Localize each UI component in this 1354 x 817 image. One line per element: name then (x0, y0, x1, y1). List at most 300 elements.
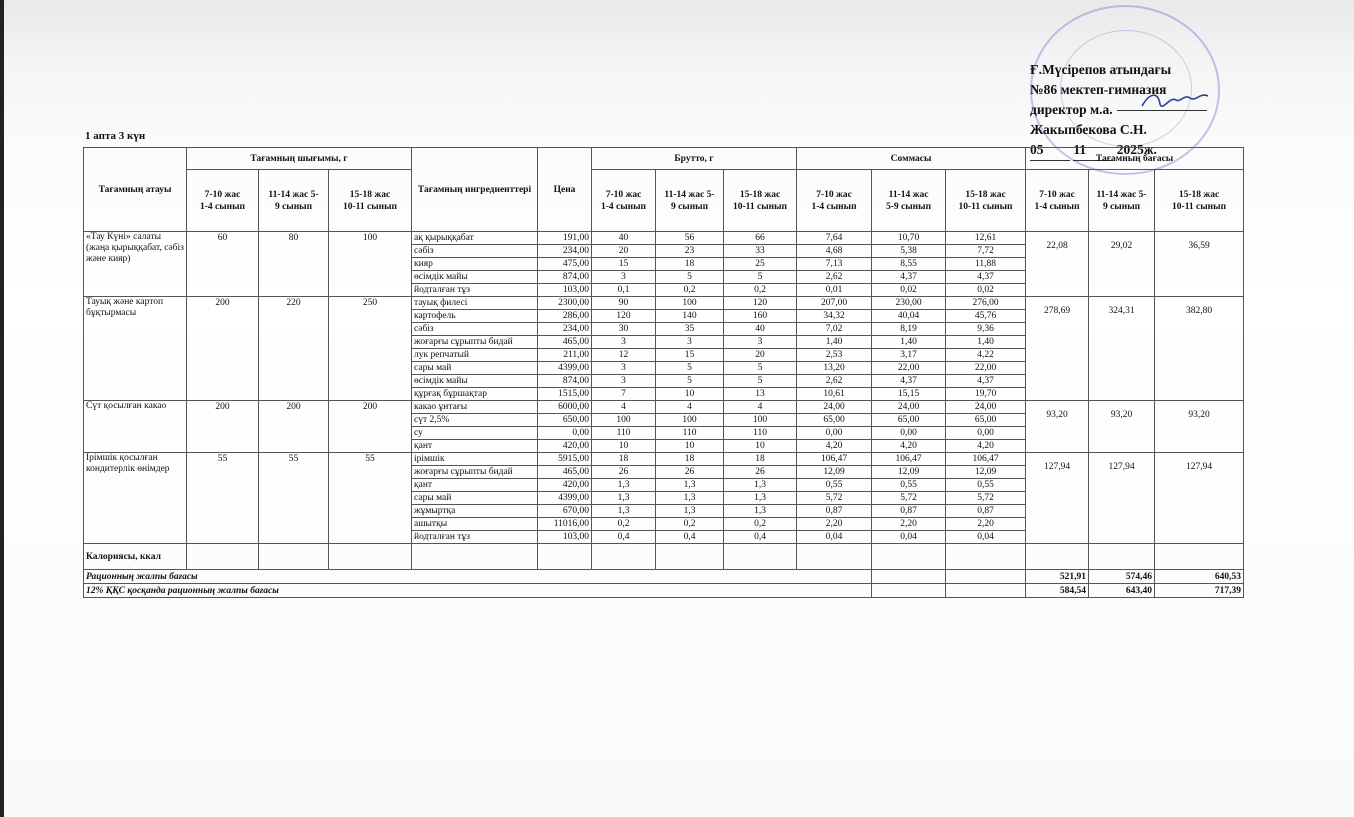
brutto-cell: 0,2 (724, 284, 797, 297)
school-line-1: Ғ.Мүсірепов атындағы (1030, 62, 1172, 77)
dish-price-cell: 127,94 (1089, 453, 1155, 544)
total-row (84, 584, 1244, 598)
dish-price-cell: 22,08 (1026, 232, 1089, 297)
sum-cell: 5,72 (872, 492, 946, 505)
brutto-cell: 15 (592, 258, 656, 271)
age-label: 15-18 жас (1178, 189, 1220, 200)
sum-cell: 0,02 (946, 284, 1026, 297)
total-value: 521,91 (1026, 570, 1089, 584)
sum-cell: 0,04 (946, 531, 1026, 544)
calories-empty-cell (412, 544, 538, 570)
brutto-cell: 5 (724, 375, 797, 388)
brutto-cell: 3 (724, 336, 797, 349)
sum-cell: 13,20 (797, 362, 872, 375)
ingredient-name: су (412, 427, 538, 440)
ingredient-name: өсімдік майы (412, 271, 538, 284)
brutto-age-header (724, 170, 797, 232)
portion-cell: 200 (259, 401, 329, 453)
brutto-cell: 0,2 (592, 518, 656, 531)
sum-cell: 3,17 (872, 349, 946, 362)
sum-cell: 0,00 (797, 427, 872, 440)
sum-cell: 106,47 (946, 453, 1026, 466)
date-day: 05 (1030, 140, 1070, 161)
brutto-cell: 20 (724, 349, 797, 362)
portion-cell: 55 (329, 453, 412, 544)
sum-cell: 276,00 (946, 297, 1026, 310)
ingredient-name: жоғарғы сұрыпты бидай (412, 336, 538, 349)
header-dish: Тағамның атауы (84, 148, 187, 232)
brutto-cell: 3 (592, 336, 656, 349)
brutto-cell: 3 (656, 336, 724, 349)
sum-cell: 7,13 (797, 258, 872, 271)
sum-cell: 0,04 (872, 531, 946, 544)
dish-price-cell: 29,02 (1089, 232, 1155, 297)
age-label: 7-10 жас (816, 189, 852, 200)
age-label: 15-18 жас (739, 189, 781, 200)
grade-label: 5-9 сынып (886, 201, 932, 212)
brutto-cell: 25 (724, 258, 797, 271)
sum-cell: 10,70 (872, 232, 946, 245)
sum-cell: 0,55 (872, 479, 946, 492)
calories-empty-cell (329, 544, 412, 570)
sum-cell: 2,20 (946, 518, 1026, 531)
dish-price-age-header (1155, 170, 1244, 232)
brutto-cell: 12 (592, 349, 656, 362)
ingredient-price: 650,00 (538, 414, 592, 427)
calories-empty-cell (259, 544, 329, 570)
sum-cell: 12,61 (946, 232, 1026, 245)
brutto-cell: 5 (724, 362, 797, 375)
header-price: Цена (538, 148, 592, 232)
dish-price-cell: 278,69 (1026, 297, 1089, 401)
dish-price-cell: 324,31 (1089, 297, 1155, 401)
ingredient-name: тауық филесі (412, 297, 538, 310)
brutto-cell: 100 (656, 297, 724, 310)
ingredient-price: 670,00 (538, 505, 592, 518)
ingredient-price: 475,00 (538, 258, 592, 271)
brutto-cell: 26 (724, 466, 797, 479)
brutto-cell: 100 (592, 414, 656, 427)
brutto-cell: 0,1 (592, 284, 656, 297)
sum-cell: 65,00 (797, 414, 872, 427)
brutto-cell: 5 (656, 362, 724, 375)
portion-cell: 80 (259, 232, 329, 297)
sum-cell: 0,87 (797, 505, 872, 518)
sum-cell: 45,76 (946, 310, 1026, 323)
calories-empty-cell (592, 544, 656, 570)
brutto-cell: 0,4 (724, 531, 797, 544)
header-portion: Тағамның шығымы, г (187, 148, 412, 170)
brutto-cell: 140 (656, 310, 724, 323)
age-label: 15-18 жас (965, 189, 1006, 200)
table-row (84, 297, 1244, 310)
sum-cell: 2,20 (797, 518, 872, 531)
sum-cell: 0,01 (797, 284, 872, 297)
dish-price-cell: 127,94 (1155, 453, 1244, 544)
ingredient-price: 234,00 (538, 245, 592, 258)
portion-age-header (259, 170, 329, 232)
sum-cell: 4,20 (872, 440, 946, 453)
ingredient-name: сары май (412, 362, 538, 375)
ingredient-price: 191,00 (538, 232, 592, 245)
sum-cell: 11,88 (946, 258, 1026, 271)
dish-price-cell: 36,59 (1155, 232, 1244, 297)
portion-cell: 200 (329, 401, 412, 453)
portion-cell: 60 (187, 232, 259, 297)
dish-price-age-header (1089, 170, 1155, 232)
table-row (84, 232, 1244, 245)
age-label: 11-14 жас 5- (1096, 189, 1147, 200)
ingredient-price: 6000,00 (538, 401, 592, 414)
age-label: 7-10 жас (204, 189, 241, 200)
sum-cell: 106,47 (872, 453, 946, 466)
calories-empty-cell (1089, 544, 1155, 570)
brutto-cell: 1,3 (656, 479, 724, 492)
brutto-cell: 0,2 (656, 518, 724, 531)
brutto-cell: 5 (724, 271, 797, 284)
sum-cell: 12,09 (872, 466, 946, 479)
ingredient-price: 103,00 (538, 531, 592, 544)
ingredient-name: өсімдік майы (412, 375, 538, 388)
brutto-cell: 7 (592, 388, 656, 401)
brutto-cell: 23 (656, 245, 724, 258)
director-name: Жакыпбекова С.Н. (1030, 122, 1147, 137)
dish-price-cell: 93,20 (1089, 401, 1155, 453)
brutto-cell: 90 (592, 297, 656, 310)
portion-cell: 55 (259, 453, 329, 544)
brutto-cell: 1,3 (724, 479, 797, 492)
brutto-cell: 18 (724, 453, 797, 466)
ingredient-price: 465,00 (538, 336, 592, 349)
ingredient-name: сәбіз (412, 245, 538, 258)
grade-label: 9 сынып (670, 201, 709, 212)
date-year: 2025ж. (1116, 142, 1157, 157)
dish-price-cell: 93,20 (1026, 401, 1089, 453)
sum-cell: 65,00 (872, 414, 946, 427)
calories-empty-cell (872, 544, 946, 570)
ingredient-name: жұмыртқа (412, 505, 538, 518)
dish-price-cell: 382,80 (1155, 297, 1244, 401)
total-value: 574,46 (1089, 570, 1155, 584)
brutto-cell: 1,3 (656, 492, 724, 505)
ingredient-price: 103,00 (538, 284, 592, 297)
calories-empty-cell (797, 544, 872, 570)
grade-label: 1-4 сынып (811, 201, 857, 212)
calories-row (84, 544, 1244, 570)
ingredient-price: 4399,00 (538, 362, 592, 375)
table-row (84, 401, 1244, 414)
dish-price-cell: 93,20 (1155, 401, 1244, 453)
brutto-cell: 18 (656, 453, 724, 466)
sum-cell: 24,00 (797, 401, 872, 414)
ingredient-name: сүт 2,5% (412, 414, 538, 427)
brutto-cell: 56 (656, 232, 724, 245)
sum-cell: 4,68 (797, 245, 872, 258)
brutto-cell: 5 (656, 271, 724, 284)
ingredient-name: сары май (412, 492, 538, 505)
sum-cell: 4,22 (946, 349, 1026, 362)
calories-empty-cell (724, 544, 797, 570)
brutto-cell: 13 (724, 388, 797, 401)
ingredient-name: жоғарғы сұрыпты бидай (412, 466, 538, 479)
sum-cell: 207,00 (797, 297, 872, 310)
sum-cell: 15,15 (872, 388, 946, 401)
dish-name: Тауық және картоп бұқтырмасы (84, 297, 187, 401)
sum-cell: 40,04 (872, 310, 946, 323)
ingredient-name: йодталған тұз (412, 284, 538, 297)
age-label: 7-10 жас (1039, 189, 1075, 200)
sum-cell: 2,53 (797, 349, 872, 362)
header-brutto: Брутто, г (592, 148, 797, 170)
sum-cell: 22,00 (946, 362, 1026, 375)
brutto-cell: 1,3 (592, 479, 656, 492)
school-line-2: №86 мектеп-гимназия (1030, 82, 1167, 97)
brutto-cell: 4 (592, 401, 656, 414)
ingredient-name: ақ қырыққабат (412, 232, 538, 245)
sum-cell: 0,87 (872, 505, 946, 518)
ingredient-name: йодталған тұз (412, 531, 538, 544)
ingredient-name: құрғақ бұршақтар (412, 388, 538, 401)
grade-label: 10-11 сынып (1172, 201, 1227, 212)
sum-cell: 0,55 (946, 479, 1026, 492)
brutto-cell: 110 (592, 427, 656, 440)
sum-age-header (797, 170, 872, 232)
portion-cell: 55 (187, 453, 259, 544)
ingredient-price: 465,00 (538, 466, 592, 479)
sum-cell: 5,72 (946, 492, 1026, 505)
brutto-cell: 120 (724, 297, 797, 310)
total-empty-cell (946, 584, 1026, 598)
ingredient-name: қант (412, 440, 538, 453)
brutto-cell: 0,2 (724, 518, 797, 531)
header-dish-price: Тағамның бағасы (1026, 148, 1244, 170)
menu-table (83, 147, 1244, 598)
sum-cell: 4,37 (946, 375, 1026, 388)
left-edge-bar (0, 0, 4, 817)
brutto-cell: 1,3 (656, 505, 724, 518)
sum-cell: 0,04 (797, 531, 872, 544)
grade-label: 1-4 сынып (600, 201, 647, 212)
total-empty-cell (872, 570, 946, 584)
ingredient-price: 0,00 (538, 427, 592, 440)
ingredient-price: 874,00 (538, 375, 592, 388)
sum-cell: 2,20 (872, 518, 946, 531)
total-value: 717,39 (1155, 584, 1244, 598)
sum-cell: 0,55 (797, 479, 872, 492)
age-label: 11-14 жас 5- (664, 189, 715, 200)
brutto-age-header (592, 170, 656, 232)
sum-cell: 8,55 (872, 258, 946, 271)
brutto-cell: 160 (724, 310, 797, 323)
brutto-cell: 100 (656, 414, 724, 427)
brutto-cell: 18 (656, 258, 724, 271)
ingredient-price: 2300,00 (538, 297, 592, 310)
brutto-cell: 0,4 (592, 531, 656, 544)
brutto-cell: 110 (724, 427, 797, 440)
total-value: 584,54 (1026, 584, 1089, 598)
brutto-cell: 40 (724, 323, 797, 336)
header-ingredients: Тағамның ингредиенттері (412, 148, 538, 232)
sum-cell: 2,62 (797, 271, 872, 284)
total-value: 643,40 (1089, 584, 1155, 598)
brutto-cell: 110 (656, 427, 724, 440)
ingredient-name: кияр (412, 258, 538, 271)
calories-label: Калориясы, ккал (84, 544, 187, 570)
grade-label: 10-11 сынып (343, 201, 398, 212)
sum-cell: 4,20 (797, 440, 872, 453)
grade-label: 9 сынып (274, 201, 313, 212)
ingredient-name: лук репчатый (412, 349, 538, 362)
sum-cell: 12,09 (946, 466, 1026, 479)
total-value: 640,53 (1155, 570, 1244, 584)
ingredient-name: какао ұнтағы (412, 401, 538, 414)
sum-cell: 7,02 (797, 323, 872, 336)
grade-label: 10-11 сынып (733, 201, 788, 212)
sum-cell: 0,87 (946, 505, 1026, 518)
age-label: 11-14 жас 5- (268, 189, 319, 200)
dish-name: «Тау Күні» салаты (жаңа қырыққабат, сәбіз және кияр) (84, 232, 187, 297)
brutto-cell: 20 (592, 245, 656, 258)
grade-label: 9 сынып (1102, 201, 1141, 212)
brutto-cell: 1,3 (724, 505, 797, 518)
age-label: 15-18 жас (349, 189, 391, 200)
handwritten-signature (1140, 88, 1210, 114)
sum-cell: 22,00 (872, 362, 946, 375)
dish-name: Сүт қосылған какао (84, 401, 187, 453)
sum-cell: 4,37 (946, 271, 1026, 284)
sum-cell: 2,62 (797, 375, 872, 388)
sum-cell: 7,64 (797, 232, 872, 245)
total-empty-cell (946, 570, 1026, 584)
ingredient-name: сәбіз (412, 323, 538, 336)
ingredient-price: 420,00 (538, 479, 592, 492)
brutto-cell: 66 (724, 232, 797, 245)
grade-label: 1-4 сынып (199, 201, 246, 212)
brutto-cell: 15 (656, 349, 724, 362)
brutto-cell: 100 (724, 414, 797, 427)
ingredient-price: 5915,00 (538, 453, 592, 466)
sum-cell: 34,32 (797, 310, 872, 323)
brutto-cell: 3 (592, 271, 656, 284)
ingredient-price: 234,00 (538, 323, 592, 336)
portion-cell: 200 (187, 297, 259, 401)
sum-cell: 12,09 (797, 466, 872, 479)
ingredient-price: 211,00 (538, 349, 592, 362)
brutto-cell: 26 (656, 466, 724, 479)
ingredient-price: 874,00 (538, 271, 592, 284)
brutto-cell: 0,4 (656, 531, 724, 544)
brutto-cell: 0,2 (656, 284, 724, 297)
sum-cell: 4,37 (872, 271, 946, 284)
date-month: 11 (1073, 140, 1113, 161)
sum-cell: 0,00 (946, 427, 1026, 440)
sum-age-header (946, 170, 1026, 232)
brutto-cell: 18 (592, 453, 656, 466)
portion-cell: 220 (259, 297, 329, 401)
brutto-cell: 4 (656, 401, 724, 414)
sum-cell: 5,38 (872, 245, 946, 258)
total-label: Рационның жалпы бағасы (84, 570, 872, 584)
ingredient-name: қант (412, 479, 538, 492)
brutto-cell: 120 (592, 310, 656, 323)
sum-cell: 4,20 (946, 440, 1026, 453)
calories-empty-cell (946, 544, 1026, 570)
brutto-cell: 1,3 (592, 505, 656, 518)
portion-cell: 100 (329, 232, 412, 297)
ingredient-price: 4399,00 (538, 492, 592, 505)
director-label: директор м.а. (1030, 102, 1113, 117)
total-row (84, 570, 1244, 584)
age-label: 7-10 жас (605, 189, 642, 200)
grade-label: 1-4 сынып (1034, 201, 1080, 212)
ingredient-name: ірімшік (412, 453, 538, 466)
portion-age-header (329, 170, 412, 232)
total-empty-cell (872, 584, 946, 598)
sum-cell: 24,00 (946, 401, 1026, 414)
dish-name: Ірімшік қосылған кондитерлік өнімдер (84, 453, 187, 544)
brutto-cell: 10 (656, 440, 724, 453)
sum-cell: 5,72 (797, 492, 872, 505)
sum-cell: 8,19 (872, 323, 946, 336)
total-label: 12% ҚҚС қосқанда рационның жалпы бағасы (84, 584, 872, 598)
dish-price-cell: 127,94 (1026, 453, 1089, 544)
brutto-cell: 35 (656, 323, 724, 336)
sum-age-header (872, 170, 946, 232)
brutto-cell: 1,3 (592, 492, 656, 505)
brutto-cell: 26 (592, 466, 656, 479)
sum-cell: 19,70 (946, 388, 1026, 401)
portion-cell: 250 (329, 297, 412, 401)
ingredient-price: 1515,00 (538, 388, 592, 401)
sum-cell: 1,40 (797, 336, 872, 349)
sum-cell: 10,61 (797, 388, 872, 401)
sum-cell: 24,00 (872, 401, 946, 414)
brutto-cell: 33 (724, 245, 797, 258)
sum-cell: 106,47 (797, 453, 872, 466)
sum-cell: 7,72 (946, 245, 1026, 258)
dish-price-age-header (1026, 170, 1089, 232)
ingredient-price: 286,00 (538, 310, 592, 323)
calories-empty-cell (656, 544, 724, 570)
sum-cell: 4,37 (872, 375, 946, 388)
ingredient-price: 11016,00 (538, 518, 592, 531)
grade-label: 10-11 сынып (958, 201, 1013, 212)
ingredient-price: 420,00 (538, 440, 592, 453)
brutto-cell: 10 (724, 440, 797, 453)
brutto-cell: 5 (656, 375, 724, 388)
brutto-cell: 10 (656, 388, 724, 401)
sum-cell: 9,36 (946, 323, 1026, 336)
sum-cell: 0,02 (872, 284, 946, 297)
week-label: 1 апта 3 күн (85, 130, 146, 142)
ingredient-name: ашытқы (412, 518, 538, 531)
sum-cell: 65,00 (946, 414, 1026, 427)
age-label: 11-14 жас (888, 189, 929, 200)
header-sum: Соммасы (797, 148, 1026, 170)
ingredient-name: картофель (412, 310, 538, 323)
brutto-cell: 40 (592, 232, 656, 245)
calories-empty-cell (538, 544, 592, 570)
brutto-cell: 30 (592, 323, 656, 336)
brutto-cell: 3 (592, 375, 656, 388)
table-row (84, 453, 1244, 466)
calories-empty-cell (1026, 544, 1089, 570)
sum-cell: 1,40 (872, 336, 946, 349)
portion-cell: 200 (187, 401, 259, 453)
portion-age-header (187, 170, 259, 232)
sum-cell: 230,00 (872, 297, 946, 310)
brutto-cell: 4 (724, 401, 797, 414)
